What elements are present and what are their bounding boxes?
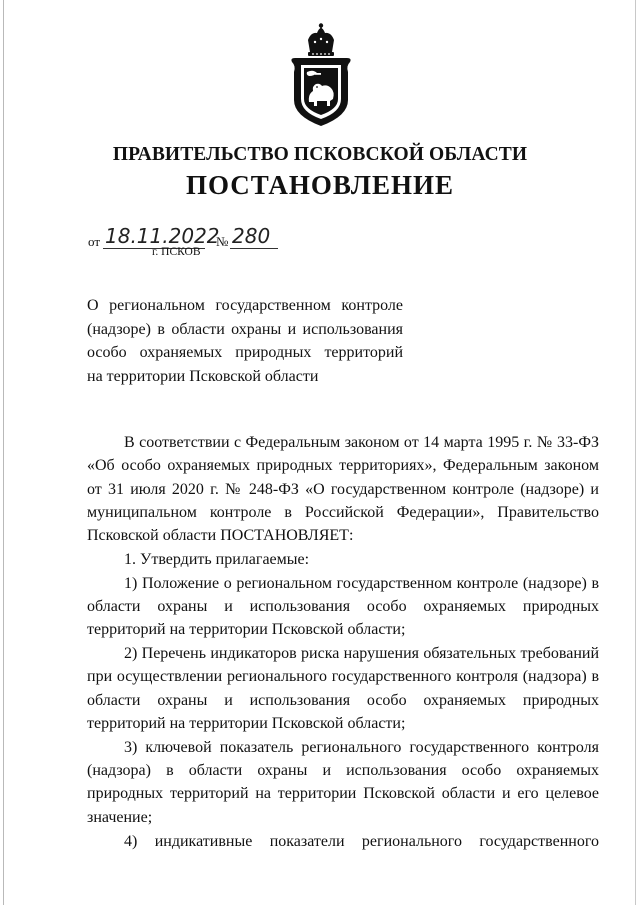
item-1-2-paragraph: 2) Перечень индикаторов риска нарушения обязательных требований при осуществлении регионального государственного контроля (надзора) в области охраны и использования особо охраняемых природных территорий на территории Псковской области; bbox=[87, 645, 599, 733]
city-label: г. ПСКОВ bbox=[152, 246, 201, 258]
document-subject bbox=[87, 294, 403, 388]
date-prefix: от bbox=[88, 234, 101, 249]
number-label: № bbox=[216, 234, 229, 249]
subject-line: (надзоре) в области охраны и использования bbox=[87, 320, 403, 338]
document-number: 280 bbox=[230, 224, 278, 249]
scan-edge-right bbox=[635, 0, 636, 905]
document-date: 18.11.2022 bbox=[105, 224, 220, 248]
item-1-1-paragraph: 1) Положение о региональном государственном контроле (надзоре) в области охраны и использования особо охраняемых природных территорий на территории Псковской области; bbox=[87, 574, 599, 639]
document-type-heading: ПОСТАНОВЛЕНИЕ bbox=[185, 170, 455, 200]
document-body bbox=[87, 431, 599, 853]
pskov-coat-of-arms-emblem bbox=[286, 22, 356, 128]
subject-line: на территории Псковской области bbox=[87, 367, 319, 385]
subject-line: О региональном государственном контроле bbox=[87, 297, 403, 314]
item-1-paragraph: 1. Утвердить прилагаемые: bbox=[124, 550, 310, 568]
government-title: ПРАВИТЕЛЬСТВО ПСКОВСКОЙ ОБЛАСТИ bbox=[112, 144, 528, 165]
preamble-paragraph: В соответствии с Федеральным законом от 14 марта 1995 г. № 33-ФЗ «Об особо охраняемых природных территориях», Федеральным законом от 31 июля 2020 г. № 248-ФЗ «О государственном контроле (надзоре) и муниципальном контроле в Российской Федерации», Правительство Псковской области ПОСТАНОВЛЯЕТ: bbox=[87, 434, 599, 545]
subject-line: особо охраняемых природных территорий bbox=[87, 344, 403, 361]
item-1-3-paragraph: 3) ключевой показатель регионального государственного контроля (надзора) в области охраны и использования особо охраняемых природных территорий на территории Псковской области и его целевое значение; bbox=[87, 738, 599, 826]
item-1-4-paragraph: 4) индикативные показатели регионального государственного bbox=[124, 832, 599, 850]
scan-edge-left bbox=[3, 0, 4, 905]
